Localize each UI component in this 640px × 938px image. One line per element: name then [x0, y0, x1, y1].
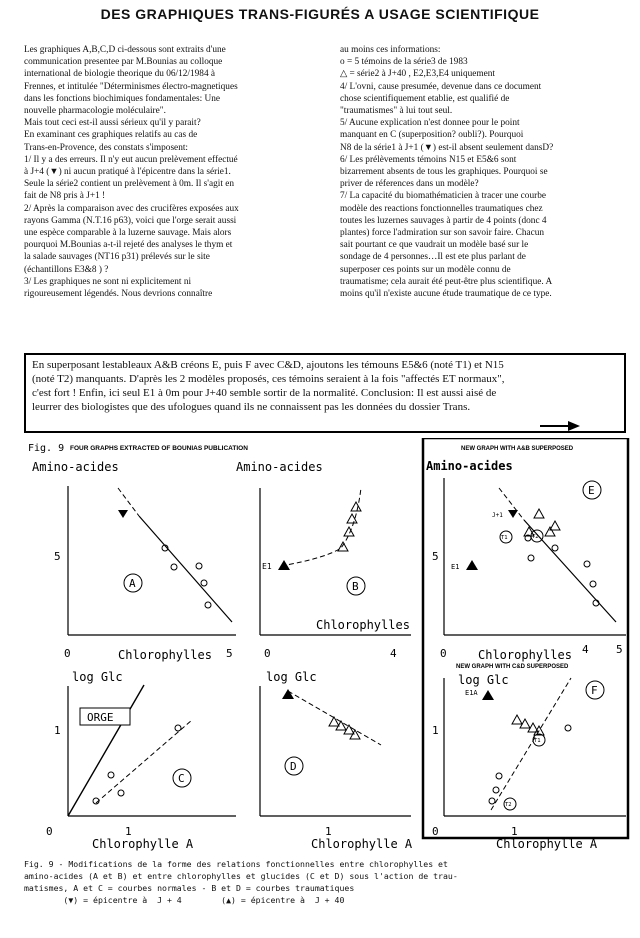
svg-text:T1: T1 — [534, 738, 541, 744]
new-graphs-frame — [423, 438, 628, 838]
svg-text:A: A — [129, 577, 136, 590]
graph-d — [260, 670, 413, 851]
svg-text:E1: E1 — [451, 563, 460, 571]
svg-text:F: F — [591, 684, 598, 697]
svg-text:ORGE: ORGE — [87, 711, 114, 724]
svg-text:0: 0 — [264, 647, 271, 660]
svg-text:1: 1 — [432, 724, 439, 737]
svg-text:C: C — [178, 772, 185, 785]
svg-text:0: 0 — [46, 825, 53, 838]
svg-text:T1: T1 — [501, 535, 508, 541]
svg-text:1: 1 — [325, 825, 332, 838]
svg-text:0: 0 — [432, 825, 439, 838]
svg-text:1: 1 — [125, 825, 132, 838]
right-column-text: au moins ces informations: o = 5 témoins de la série3 de 1983 △ = série2 à J+40 , E2,E3,E4 uniquement 4/ L'ovni, cause presumée, devenue dans ce document chose scientifiquement etablie, est qualifié de "traumatismes" à lui tout seul. 5/ Aucune explication n'est donnee pour le point manquant en C (superposition? oubli?). Pourquoi N8 de la série1 à J+1 (▼) est-il absent seulement dansD? 6/ Les prélèvements témoins N15 et E5&6 sont bizarrement absents de tous les graphiques. Pourquoi se priver de réferences dans un modèle? 7/ La capacité du biomathématicien à tracer une courbe modèle des reactions fonctionnelles traumatiques chez toutes les luzernes sauvages à partir de 4 points (donc 4 plantes) force l'admiration sur son savoir faire. Chacun sait pourtant ce que vaudrait un modèle basé sur le sondage de 4 personnes…Il est ete plus parlant de superposer ces points sur un modèle connu de traumatisme; cela aurait été peut-être plus scientifique. A moins qu'il n'existe aucune étude traumatique de ce type. — [340, 45, 554, 300]
axis-label-logglc-f: log Glc — [458, 673, 509, 687]
point-a — [201, 580, 207, 586]
fig-label: Fig. 9 — [28, 443, 65, 454]
header-e: NEW GRAPH WITH A&B SUPERPOSED — [461, 446, 574, 452]
svg-text:E: E — [588, 484, 595, 497]
svg-text:B: B — [352, 580, 359, 593]
axis-label-chloro-a: Chlorophylles — [118, 648, 212, 662]
svg-text:5: 5 — [616, 643, 623, 656]
point-a — [205, 602, 211, 608]
axis-label-logglc-c: log Glc — [72, 670, 123, 684]
svg-text:4: 4 — [582, 643, 589, 656]
svg-text:1: 1 — [54, 724, 61, 737]
callout-text: En superposant lestableaux A&B créons E, puis F avec C&D, ajoutons les témouns E5&6 (noté T1) et N15 (noté T2) manquants. D'après les 2 modèles proposés, ces témoins seraient à la fois "affectés ET normaux", c'est fort ! Enfin, ici seul E1 à 0m pour J+40 semble sortir de la normalité. Conclusion: Il est aussi aisé de leurrer des biologistes que des ufologues quand ils ne connaissent pas les données du dossier Trans. — [32, 359, 505, 413]
svg-text:0: 0 — [440, 647, 447, 660]
axis-label-chloro-b: Chlorophylles — [316, 618, 410, 632]
axis-label-amino-e: Amino-acides — [426, 459, 513, 473]
svg-text:T2: T2 — [505, 802, 512, 808]
svg-text:D: D — [290, 760, 297, 773]
graph-f — [432, 664, 626, 851]
axis-label-chloroa-c: Chlorophylle A — [92, 837, 194, 851]
svg-text:T2: T2 — [532, 534, 539, 540]
svg-text:J+1: J+1 — [492, 512, 503, 519]
graph-c — [46, 670, 236, 851]
point-a — [171, 564, 177, 570]
axis-label-logglc-d: log Glc — [266, 670, 317, 684]
axis-label-chloro-e: Chlorophylles — [478, 648, 572, 662]
figure-caption: Fig. 9 - Modifications de la forme des relations fonctionnelles entre chlorophylles et amino-acides (A et B) et entre chlorophylles et glucides (C et D) sous l'action de trau- matismes, A et C = courbes normales - B et D = courbes traumatiques (▼) = épicentre à J + 4 (▲) = épicentre à J + 40 — [24, 859, 458, 905]
axis-label-amino-b: Amino-acides — [236, 460, 323, 474]
figure-9 — [26, 438, 630, 856]
marker-epicentre-j4-a — [118, 510, 128, 518]
header-left: FOUR GRAPHS EXTRACTED OF BOUNIAS PUBLICATION — [70, 445, 248, 452]
point-a — [196, 563, 202, 569]
graph-e — [426, 459, 626, 662]
left-column-text: Les graphiques A,B,C,D ci-dessous sont extraits d'une communication presentee par M.Bounias au colloque international de biologie theorique du 06/12/1984 à Frennes, et intitulée "Déterminismes électro-magnetiques dans les fonctions biochimiques fondamentales: Une nouvelle pharmacologie moléculaire". Mais tout ceci est-il aussi sérieux qu'il y parait? En examinant ces graphiques relatifs au cas de Trans-en-Provence, des constats s'imposent: 1/ Il y a des erreurs. Il n'y eut aucun prelèvement effectué à J+4 (▼) ni aucun pratiqué à l'épicentre dans la série1. Seule la série2 contient un prelèvement à 0m. Il s'agit en fait de N8 pris à J+1 ! 2/ Après la comparaison avec des crucifères exposées aux rayons Gamma (N.T.16 p63), voici que l'orge serait aussi une espèce comparable à la luzerne sauvage. Mais alors pourquoi M.Bounias a-t-il rejeté des analyses le thym et la salade sauvages (NT16 p31) prélevés sur le site (échantillons E3&8 ) ? 3/ Les graphiques ne sont ni explicitement ni rigoureusement légendés. Nous devrions connaître — [24, 45, 239, 300]
svg-text:E1: E1 — [262, 562, 272, 571]
svg-text:E1A: E1A — [465, 689, 478, 697]
header-f: NEW GRAPH WITH C&D SUPERPOSED — [456, 664, 569, 670]
axis-label-amino-a: Amino-acides — [32, 460, 119, 474]
svg-text:5: 5 — [226, 647, 233, 660]
svg-text:0: 0 — [64, 647, 71, 660]
svg-text:5: 5 — [432, 550, 439, 563]
graph-b — [236, 460, 411, 660]
svg-text:5: 5 — [54, 550, 61, 563]
page-title: DES GRAPHIQUES TRANS-FIGURÉS A USAGE SCIENTIFIQUE — [100, 6, 540, 22]
svg-text:4: 4 — [390, 647, 397, 660]
marker-epicentre-j40-b — [278, 560, 290, 570]
axis-label-chloroa-d: Chlorophylle A — [311, 837, 413, 851]
graph-a — [32, 460, 236, 662]
svg-text:1: 1 — [511, 825, 518, 838]
axis-label-chloroa-f: Chlorophylle A — [496, 837, 598, 851]
